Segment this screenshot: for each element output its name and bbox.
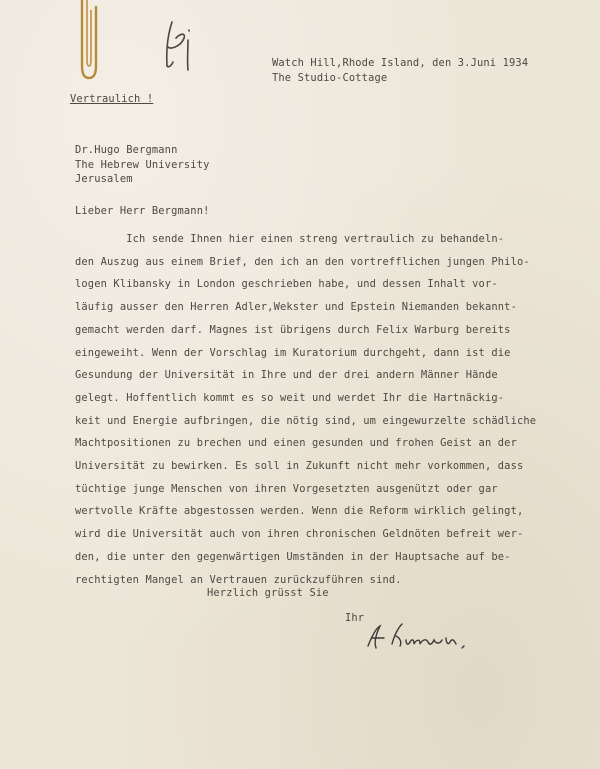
body-line: gemacht werden darf. Magnes ist übrigens durch Felix Warburg bereits (75, 323, 511, 336)
handwritten-ei-mark (158, 18, 208, 76)
confidential-mark: Vertraulich ! (70, 93, 154, 105)
header-location: The Studio-Cottage (272, 72, 388, 84)
body-line: logen Klibansky in London geschrieben habe, und dessen Inhalt vor- (75, 278, 498, 291)
body-line: gelegt. Hoffentlich kommt es so weit und werdet Ihr die Hartnäckig- (75, 391, 505, 404)
address-line: Jerusalem (75, 173, 133, 185)
body-line: tüchtige junge Menschen von ihren Vorgesetzten ausgenützt oder gar (75, 482, 498, 495)
body-line: rechtigten Mangel an Vertrauen zurückzuführen sind. (75, 573, 402, 586)
body-line: läufig ausser den Herren Adler,Wekster und Epstein Niemanden bekannt- (75, 301, 517, 314)
body-line: Gesundung der Universität in Ihre und der drei andern Männer Hände (75, 369, 498, 382)
handwritten-signature (362, 618, 482, 654)
body-line: Ich sende Ihnen hier einen streng vertraulich zu behandeln- (75, 233, 505, 245)
salutation: Lieber Herr Bergmann! (75, 205, 210, 217)
closing-word: Ihr (345, 612, 365, 624)
address-line: Dr.Hugo Bergmann (75, 144, 178, 156)
address-line: The Hebrew University (75, 158, 210, 171)
body-line: Universität zu bewirken. Es soll in Zukunft nicht mehr vorkommen, dass (75, 460, 524, 473)
body-line: keit und Energie aufbringen, die nötig sind, um eingewurzelte schädliche (75, 414, 537, 427)
body-line: eingeweiht. Wenn der Vorschlag im Kuratorium durchgeht, dann ist die (75, 346, 511, 359)
header-place-date: Watch Hill,Rhode Island, den 3.Juni 1934 (272, 57, 529, 69)
closing-line: Herzlich grüsst Sie (207, 587, 329, 599)
recipient-address (75, 143, 210, 187)
body-line: wertvolle Kräfte abgestossen werden. Wenn die Reform wirklich gelingt, (75, 505, 524, 518)
body-line: Machtpositionen zu brechen und einen gesunden und frohen Geist an der (75, 437, 517, 450)
body-line: den Auszug aus einem Brief, den ich an den vortrefflichen jungen Philo- (75, 255, 530, 268)
body-line: den, die unter den gegenwärtigen Umständen in der Hauptsache auf be- (75, 550, 511, 563)
paper-clip-icon (74, 0, 104, 82)
letter-body (75, 228, 536, 591)
body-line: wird die Universität auch von ihren chronischen Geldnöten befreit wer- (75, 528, 524, 541)
letter-header (272, 56, 528, 86)
